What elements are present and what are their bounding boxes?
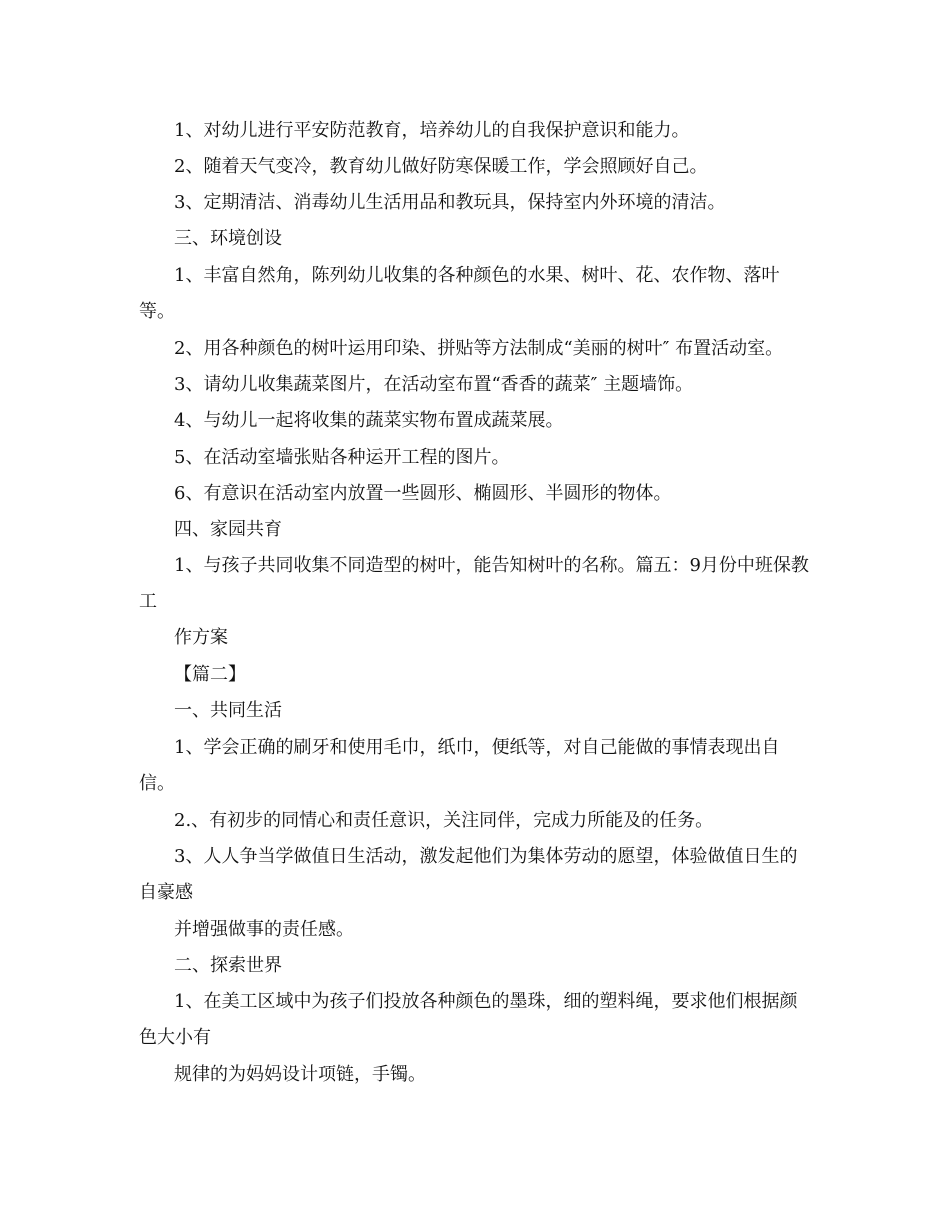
paragraph: 5、在活动室墙张贴各种运开工程的图片。 [174,447,510,468]
section-heading: 三、环境创设 [174,228,282,249]
section-heading: 四、家园共育 [174,519,282,540]
paragraph: 规律的为妈妈设计项链，手镯。 [174,1064,426,1085]
paragraph: 3、定期清洁、消毒幼儿生活用品和教玩具，保持室内外环境的清洁。 [174,192,726,213]
paragraph: 3、请幼儿收集蔬菜图片，在活动室布置“香香的蔬菜″ 主题墙饰。 [174,374,694,395]
section-heading: 【篇二】 [174,664,246,685]
paragraph: 6、有意识在活动室内放置一些圆形、椭圆形、半圆形的物体。 [174,483,672,504]
paragraph: 1、丰富自然角，陈列幼儿收集的各种颜色的水果、树叶、花、农作物、落叶等。 [139,265,780,322]
paragraph: 作方案 [174,627,228,648]
paragraph: 4、与幼儿一起将收集的蔬菜实物布置成蔬菜展。 [174,410,564,431]
section-heading: 二、探索世界 [174,955,282,976]
paragraph: 3、人人争当学做值日生活动，激发起他们为集体劳动的愿望，体验做值日生的自豪感 [139,846,798,903]
paragraph: 1、在美工区域中为孩子们投放各种颜色的墨珠，细的塑料绳，要求他们根据颜色大小有 [139,991,798,1048]
paragraph: 1、对幼儿进行平安防范教育，培养幼儿的自我保护意识和能力。 [174,120,690,141]
paragraph: 2、随着天气变冷，教育幼儿做好防寒保暖工作，学会照顾好自己。 [174,156,708,177]
paragraph: 并增强做事的责任感。 [174,919,354,940]
paragraph: 1、与孩子共同收集不同造型的树叶，能告知树叶的名称。篇五：9月份中班保教工 [139,555,809,612]
paragraph: 2.、有初步的同情心和责任意识，关注同伴，完成力所能及的任务。 [174,810,714,831]
paragraph: 2、用各种颜色的树叶运用印染、拼贴等方法制成“美丽的树叶″ 布置活动室。 [174,338,784,359]
paragraph: 1、学会正确的刷牙和使用毛巾，纸巾，便纸等，对自己能做的事情表现出自信。 [139,737,780,794]
section-heading: 一、共同生活 [174,700,282,721]
